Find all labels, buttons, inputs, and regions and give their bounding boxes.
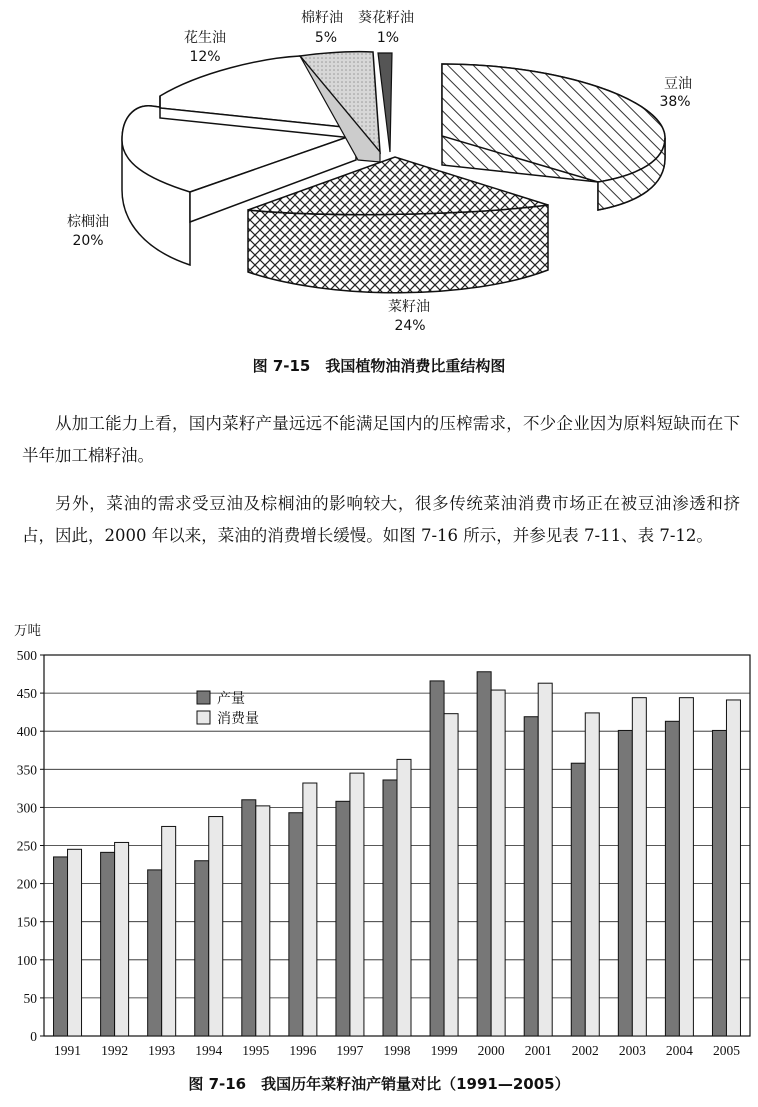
bar-caption: 图 7-16 我国历年菜籽油产销量对比（1991—2005） [188,1075,570,1093]
bar-production [430,681,444,1036]
bar-production [54,857,68,1036]
bar-consumption [585,713,599,1036]
x-tick-label: 2005 [712,1043,740,1058]
bar-consumption [444,714,458,1036]
bar-production [195,861,209,1036]
x-tick-label: 1997 [336,1043,364,1058]
x-tick-label: 1992 [101,1043,129,1058]
pie-label-cottonseed-pct: 5% [314,30,338,46]
bar-consumption [68,849,82,1036]
y-tick-label: 250 [16,838,37,854]
pie-label-cottonseed-name: 棉籽油 [301,10,343,26]
bar-consumption [350,773,364,1036]
bar-production [242,800,256,1036]
pie-label-sunflower-pct: 1% [376,30,400,46]
y-tick-label: 400 [16,724,37,740]
y-tick-label: 350 [16,762,37,778]
legend-label: 产量 [217,691,245,707]
y-tick-label: 500 [16,648,37,663]
pie-label-rapeseed-name: 菜籽油 [388,299,430,315]
x-tick-label: 2003 [618,1043,646,1058]
pie-label-peanut-pct: 12% [189,49,221,65]
bar-production [289,813,303,1036]
bar-production [618,730,632,1036]
bar-production [148,870,162,1036]
y-tick-label: 50 [23,990,37,1006]
x-tick-label: 1998 [383,1043,411,1058]
bar-consumption [162,826,176,1036]
bar-consumption [726,700,740,1036]
pie-label-peanut-name: 花生油 [184,30,226,46]
pie-chart [0,0,758,350]
pie-label-soybean-name: 豆油 [664,76,692,92]
bar-production [477,672,491,1036]
bar-consumption [538,683,552,1036]
bar-consumption [632,698,646,1036]
bar-production [524,717,538,1036]
bar-consumption [209,817,223,1036]
x-tick-label: 2001 [524,1043,552,1058]
pie-slice-sunflower [378,53,392,152]
x-tick-label: 1996 [289,1043,317,1058]
y-tick-label: 0 [30,1029,37,1044]
x-tick-label: 1999 [430,1043,458,1058]
y-axis-label: 万吨 [14,623,41,639]
x-tick-label: 1994 [195,1043,223,1058]
x-tick-label: 2000 [477,1043,505,1058]
legend-label: 消费量 [217,711,259,727]
pie-label-sunflower-name: 葵花籽油 [358,10,414,26]
x-tick-label: 1995 [242,1043,270,1058]
bar-consumption [303,783,317,1036]
x-tick-label: 1993 [148,1043,176,1058]
legend-swatch [197,711,210,724]
pie-label-soybean-pct: 38% [659,94,691,110]
paragraph-2: 另外，菜油的需求受豆油及棕榈油的影响较大，很多传统菜油消费市场正在被豆油渗透和挤占，因此，2000 年以来，菜油的消费增长缓慢。如图 7-16 所示，并参见表 7-11、表 7-12。 [22,494,740,545]
bar-production [571,763,585,1036]
bar-consumption [491,690,505,1036]
pie-label-rapeseed-pct: 24% [394,318,426,334]
y-tick-label: 450 [16,686,37,702]
x-tick-label: 2004 [665,1043,693,1058]
y-tick-label: 100 [16,952,37,968]
bar-consumption [679,698,693,1036]
paragraph-1: 从加工能力上看，国内菜籽产量远远不能满足国内的压榨需求，不少企业因为原料短缺而在下半年加工棉籽油。 [22,414,740,465]
y-tick-label: 300 [16,800,37,816]
pie-label-palm-name: 棕榈油 [67,214,109,230]
bar-production [101,852,115,1036]
bar-chart [0,615,758,1070]
bar-production [336,801,350,1036]
x-tick-label: 2002 [571,1043,599,1058]
y-tick-label: 150 [16,914,37,930]
pie-label-palm-pct: 20% [72,233,104,249]
bar-consumption [256,806,270,1036]
pie-caption: 图 7-15 我国植物油消费比重结构图 [252,357,506,375]
bar-consumption [397,759,411,1036]
bar-production [383,780,397,1036]
bar-production [665,721,679,1036]
bar-consumption [115,842,129,1036]
bar-production [712,730,726,1036]
legend-swatch [197,691,210,704]
x-tick-label: 1991 [54,1043,82,1058]
y-tick-label: 200 [16,876,37,892]
